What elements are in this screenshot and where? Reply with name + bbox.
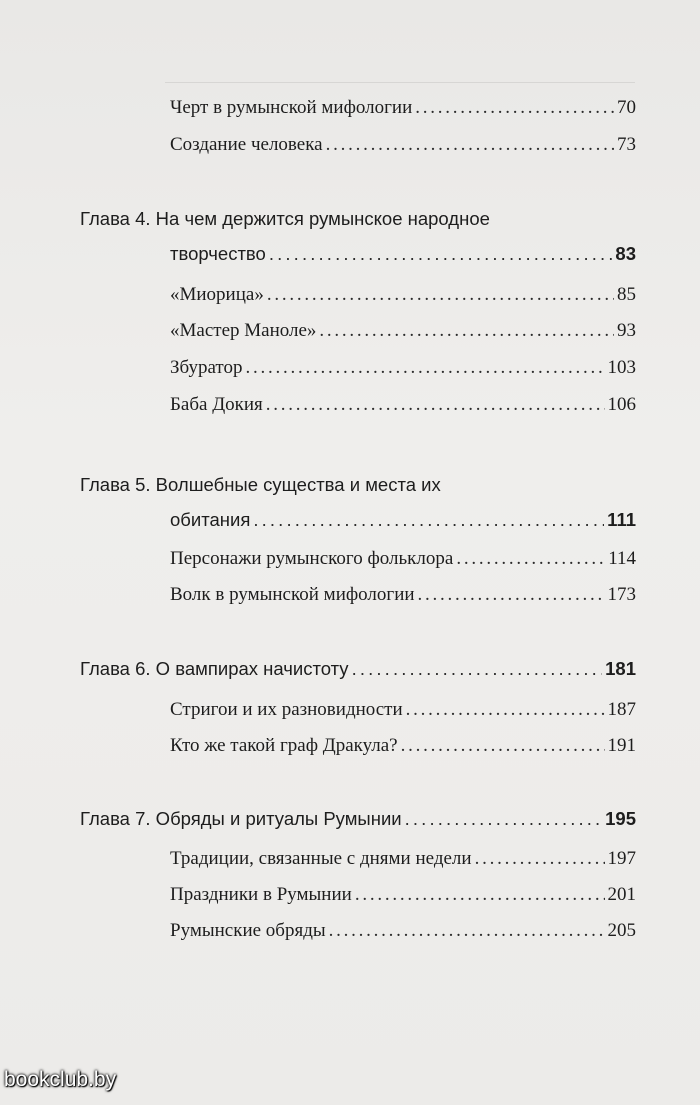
leader-dots	[319, 320, 614, 342]
chapter-5-entry	[170, 509, 636, 531]
chapter-7-title: Глава 7. Обряды и ритуалы Румынии	[80, 808, 402, 829]
toc-entry-title: Персонажи румынского фольклора	[170, 548, 454, 569]
toc-entry-page: 103	[607, 357, 636, 378]
chapter-4-entry	[170, 243, 636, 265]
toc-entry-title: Создание человека	[170, 134, 323, 155]
leader-dots	[245, 357, 604, 379]
toc-entry-title: Праздники в Румынии	[170, 884, 352, 905]
chapter-4-title: Глава 4. На чем держится румынское народное	[80, 208, 490, 229]
chapter-5-title-cont: обитания	[170, 509, 251, 530]
toc-entry-page: 106	[607, 394, 636, 415]
toc-entry	[170, 884, 636, 906]
toc-entry-title: Збуратор	[170, 357, 243, 378]
chapter-4-title-cont: творчество	[170, 243, 266, 264]
toc-entry-title: «Мастер Маноле»	[170, 320, 317, 341]
toc-entry-title: Стригои и их разновидности	[170, 699, 403, 720]
toc-entry-title: Кто же такой граф Дракула?	[170, 735, 398, 756]
toc-entry-title: Традиции, связанные с днями недели	[170, 848, 472, 869]
leader-dots	[355, 884, 605, 906]
toc-entry-page: 85	[617, 284, 636, 305]
toc-entry-page: 191	[607, 735, 636, 756]
chapter-7-entry	[80, 808, 636, 830]
toc-entry	[170, 548, 636, 570]
toc-entry-page: 187	[607, 699, 636, 720]
toc-entry	[170, 97, 636, 119]
leader-dots	[475, 848, 605, 870]
toc-entry	[170, 394, 636, 416]
watermark: bookclub.by	[4, 1068, 117, 1091]
leader-dots	[406, 699, 605, 721]
leader-dots	[456, 548, 605, 570]
toc-entry-page: 93	[617, 320, 636, 341]
toc-entry	[170, 920, 636, 942]
chapter-5-page: 111	[607, 509, 636, 530]
toc-entry-page: 70	[617, 97, 636, 118]
leader-dots	[267, 284, 614, 306]
leader-dots	[326, 134, 614, 156]
toc-entry	[170, 284, 636, 306]
leader-dots	[266, 394, 605, 416]
divider	[165, 82, 635, 83]
chapter-5-title: Глава 5. Волшебные существа и места их	[80, 474, 441, 495]
chapter-6-page: 181	[605, 658, 636, 679]
chapter-6-entry	[80, 658, 636, 680]
toc-entry-title: Волк в румынской мифологии	[170, 584, 415, 605]
toc-entry-page: 197	[607, 848, 636, 869]
chapter-7-page: 195	[605, 808, 636, 829]
toc-entry-title: Черт в румынской мифологии	[170, 97, 413, 118]
toc-entry	[170, 584, 636, 606]
toc-entry-title: Румынские обряды	[170, 920, 326, 941]
leader-dots	[401, 735, 605, 757]
leader-dots	[415, 97, 614, 119]
toc-entry	[170, 320, 636, 342]
toc-entry	[170, 848, 636, 870]
toc-entry	[170, 735, 636, 757]
toc-entry	[170, 699, 636, 721]
leader-dots	[405, 808, 603, 830]
leader-dots	[352, 658, 603, 680]
toc-entry	[170, 357, 636, 379]
chapter-6-title: Глава 6. О вампирах начистоту	[80, 658, 349, 679]
toc-entry-page: 205	[607, 920, 636, 941]
leader-dots	[269, 243, 613, 265]
chapter-4-page: 83	[615, 243, 636, 264]
leader-dots	[418, 584, 605, 606]
toc-entry-title: «Миорица»	[170, 284, 264, 305]
toc-entry-page: 73	[617, 134, 636, 155]
toc-entry-page: 114	[608, 548, 636, 569]
leader-dots	[329, 920, 605, 942]
toc-entry-page: 201	[607, 884, 636, 905]
leader-dots	[253, 509, 604, 531]
toc-entry	[170, 134, 636, 156]
toc-entry-title: Баба Докия	[170, 394, 263, 415]
toc-entry-page: 173	[607, 584, 636, 605]
